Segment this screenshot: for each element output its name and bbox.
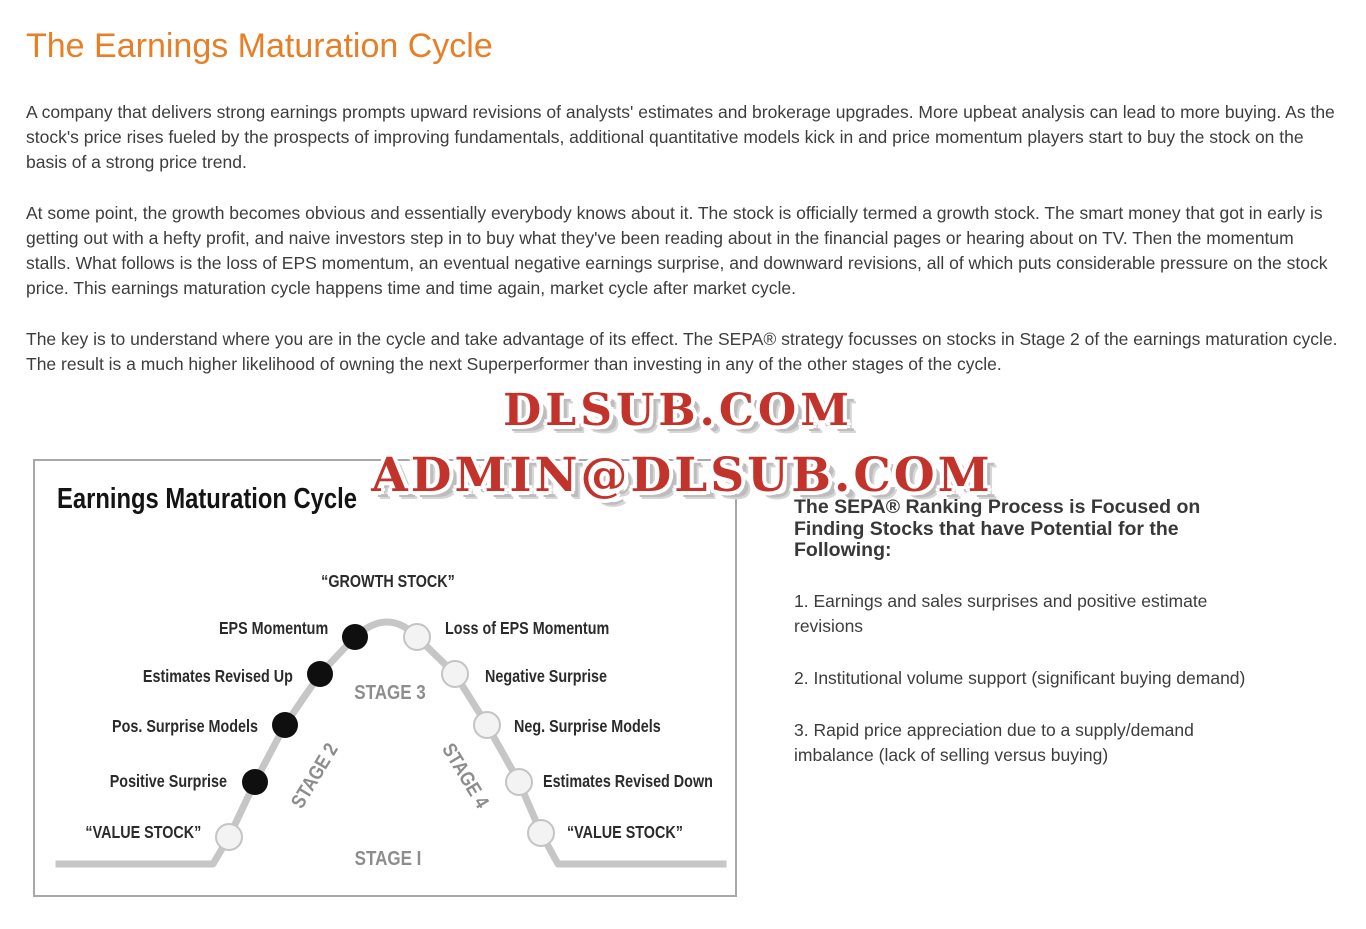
dot-value-stock-left [216,824,242,850]
diagram-label-loss-of-eps-momentum: Loss of EPS Momentum [445,618,610,638]
watermark-email: ADMIN@DLSUB.COM [371,448,993,503]
stage-3-label: STAGE 3 [354,682,426,704]
paragraph-3: The key is to understand where you are in the cycle and take advantage of its effect. The SEPA® strategy focusses on stocks in Stage 2 of the earnings maturation cycle. The result is a much higher likelihood of owning the next Superperformer than investing in any of the other stages of the cycle. [26,329,1338,374]
paragraph-2: At some point, the growth becomes obvious and essentially everybody knows about it. The stock is officially termed a growth stock. The smart money that got in early is getting out with a hefty profit, and naive investors step in to buy what they've been reading about in the financial pages or hearing about on TV. Then the momentum stalls. What follows is the loss of EPS momentum, an eventual negative earnings surprise, and downward revisions, all of which puts considerable pressure on the stock price. This earnings maturation cycle happens time and time again, market cycle after market cycle. [26,203,1328,298]
dot-positive-surprise [242,769,268,795]
dot-negative-surprise [442,661,468,687]
diagram-label-estimates-revised-up: Estimates Revised Up [143,666,293,686]
stage-2-label: STAGE 2 [287,739,343,813]
dot-neg-surprise-models [474,712,500,738]
article [0,0,1366,377]
sepa-item-2: 2. Institutional volume support (significant buying demand) [794,667,1246,688]
diagram-label-value-stock-right: “VALUE STOCK” [567,822,683,842]
diagram-label-growth-stock: “GROWTH STOCK” [321,571,455,591]
dot-estimates-revised-up [307,661,333,687]
dot-estimates-revised-down [506,769,532,795]
sepa-panel-heading: The SEPA® Ranking Process is Focused on Finding Stocks that have Potential for the Following: [794,496,1201,561]
sepa-item-1: 1. Earnings and sales surprises and positive estimate revisions [794,590,1208,636]
dot-pos-surprise-models [272,712,298,738]
watermark-site: DLSUB.COM [503,385,853,436]
page-title: The Earnings Maturation Cycle [26,27,493,65]
sepa-item-3: 3. Rapid price appreciation due to a supply/demand imbalance (lack of selling versus buying) [794,719,1194,765]
diagram-label-negative-surprise: Negative Surprise [485,666,608,686]
diagram-label-eps-momentum: EPS Momentum [218,618,328,638]
diagram-title: Earnings Maturation Cycle [57,483,357,515]
diagram-label-positive-surprise: Positive Surprise [109,771,227,791]
dot-value-stock-right [528,820,554,846]
dot-eps-momentum [342,624,368,650]
diagram-label-pos-surprise-models: Pos. Surprise Models [112,716,258,736]
diagram-label-value-stock-left: “VALUE STOCK” [85,822,201,842]
stage-1-label: STAGE I [354,848,422,870]
dot-loss-of-eps-momentum [404,624,430,650]
stage-4-label: STAGE 4 [437,739,493,813]
diagram-label-neg-surprise-models: Neg. Surprise Models [514,716,661,736]
earnings-maturation-cycle-diagram [33,459,737,897]
sepa-panel [794,497,1276,768]
diagram-label-estimates-revised-down: Estimates Revised Down [543,771,713,791]
paragraph-1: A company that delivers strong earnings prompts upward revisions of analysts' estimates and brokerage upgrades. More upbeat analysis can lead to more buying. As the stock's price rises fueled by the prospects of improving fundamentals, additional quantitative models kick in and price momentum players start to buy the stock on the basis of a strong price trend. [26,102,1335,172]
